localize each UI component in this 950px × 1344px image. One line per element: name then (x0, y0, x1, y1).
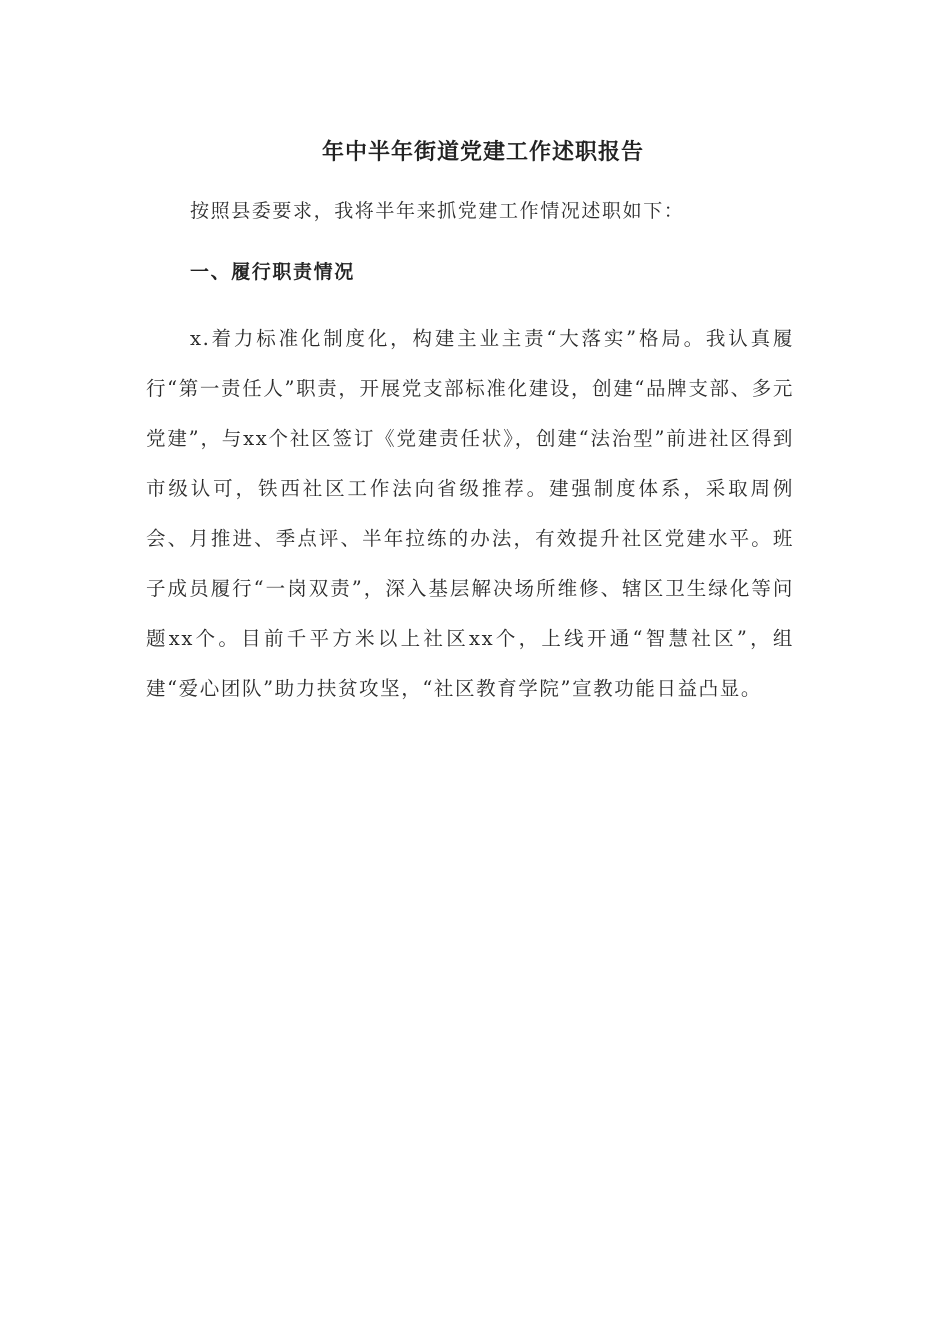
body-paragraph: x.着力标准化制度化，构建主业主责“大落实”格局。我认真履行“第一责任人”职责，开展党支部标准化建设，创建“品牌支部、多元党建”，与xx个社区签订《党建责任状》，创建“法治型”前进社区得到市级认可，铁西社区工作法向省级推荐。建强制度体系，采取周例会、月推进、季点评、半年拉练的办法，有效提升社区党建水平。班子成员履行“一岗双责”，深入基层解决场所维修、辖区卫生绿化等问题xx个。目前千平方米以上社区xx个，上线开通“智慧社区”，组建“爱心团队”助力扶贫攻坚，“社区教育学院”宣教功能日益凸显。 (146, 327, 794, 700)
section-heading-duties: 一、履行职责情况 (190, 261, 355, 283)
intro-paragraph: 按照县委要求，我将半年来抓党建工作情况述职如下： (190, 200, 685, 222)
document-content (146, 132, 794, 714)
document-title: 年中半年街道党建工作述职报告 (321, 139, 644, 165)
